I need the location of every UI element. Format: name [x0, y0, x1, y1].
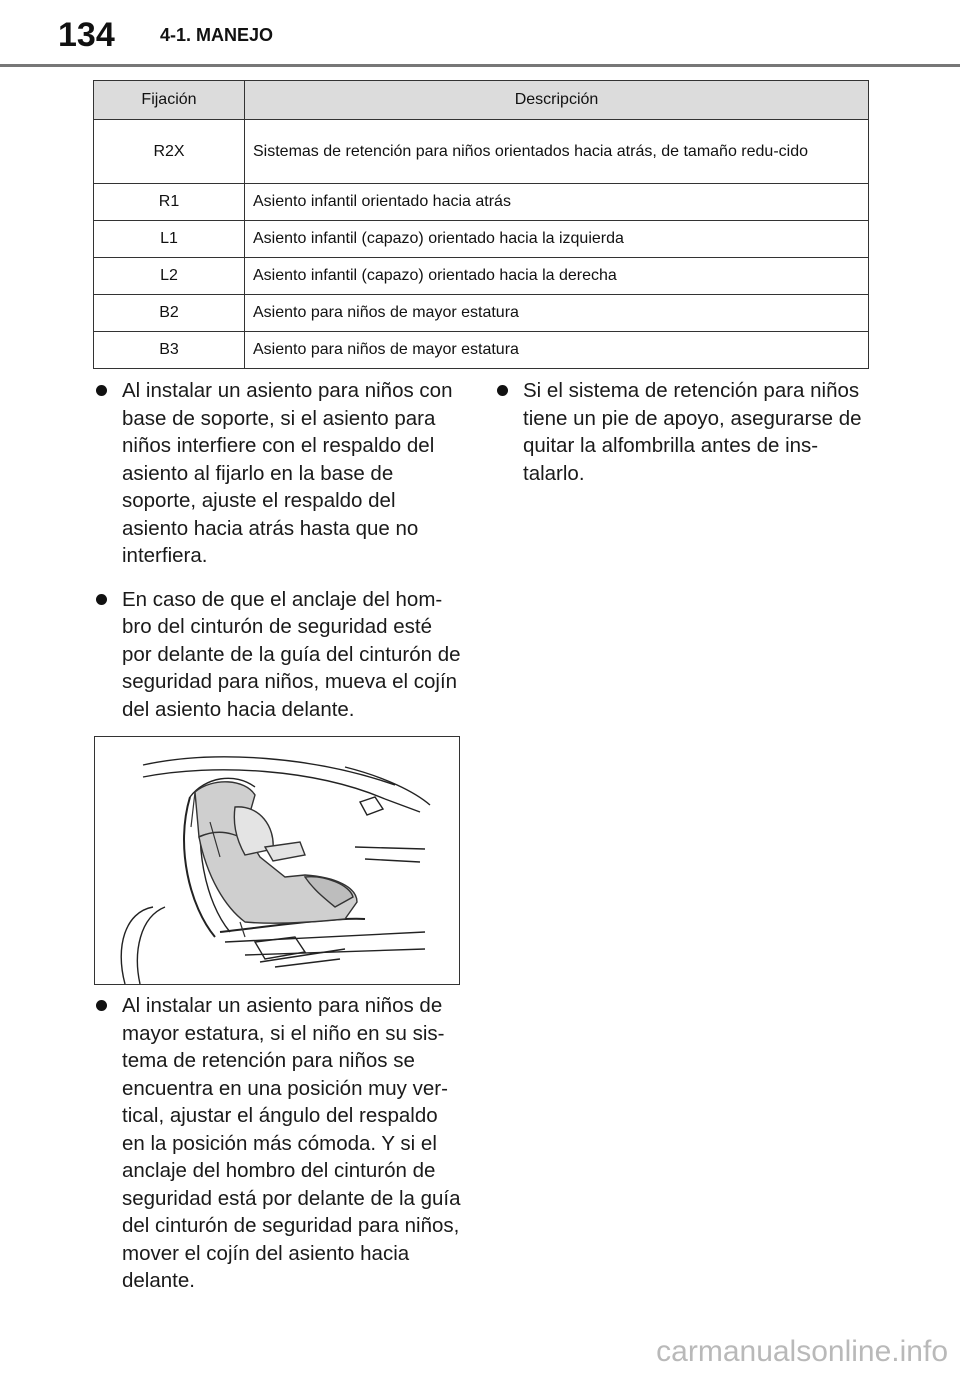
table-header-description: Descripción — [245, 81, 869, 120]
table-row — [94, 221, 869, 258]
right-column — [497, 377, 869, 503]
left-column — [96, 377, 466, 739]
table-cell-code: B3 — [94, 332, 245, 369]
bullet-text: Al instalar un asiento para niños de mayor estatura, si el niño en su sis-tema de retención para niños se encuentra en una posición muy ver-tical, ajustar el ángulo del respaldo en la posición más cómoda. Y si el anclaje del hombro del cinturón de seguridad está por delante de la guía del cinturón de seguridad para niños, mover el cojín del asiento hacia delante. — [122, 994, 461, 1292]
table-cell-code: R2X — [94, 120, 245, 184]
table-cell-description: Sistemas de retención para niños orientados hacia atrás, de tamaño redu-cido — [245, 120, 869, 184]
table-cell-code: L2 — [94, 258, 245, 295]
bullet-text: Al instalar un asiento para niños con base de soporte, si el asiento para niños interfiere con el respaldo del asiento al fijarlo en la base de soporte, ajuste el respaldo del asiento hacia atrás hasta que no interfiera. — [122, 379, 453, 567]
bullet-dot-icon — [96, 1000, 107, 1011]
child-seat-illustration — [94, 736, 460, 985]
bullet-dot-icon — [96, 385, 107, 396]
bullet-item — [96, 992, 466, 1295]
table-row — [94, 120, 869, 184]
car-seat-child-restraint-icon — [95, 737, 459, 984]
bullet-item — [96, 377, 466, 570]
table-cell-description: Asiento infantil orientado hacia atrás — [245, 184, 869, 221]
left-column-after-figure — [96, 992, 466, 1311]
watermark: carmanualsonline.info — [656, 1335, 948, 1368]
bullet-dot-icon — [497, 385, 508, 396]
page-number: 134 — [58, 16, 115, 54]
table-cell-description: Asiento para niños de mayor estatura — [245, 295, 869, 332]
header-divider — [0, 64, 960, 67]
bullet-item — [96, 586, 466, 724]
table-cell-description: Asiento para niños de mayor estatura — [245, 332, 869, 369]
bullet-item — [497, 377, 869, 487]
bullet-text: En caso de que el anclaje del hom-bro del cinturón de seguridad esté por delante de la guía del cinturón de seguridad para niños, mueva el cojín del asiento hacia delante. — [122, 587, 461, 721]
table-cell-code: L1 — [94, 221, 245, 258]
table-row — [94, 258, 869, 295]
table-cell-code: R1 — [94, 184, 245, 221]
isofix-fixation-table — [93, 80, 869, 369]
table-row — [94, 295, 869, 332]
table-cell-code: B2 — [94, 295, 245, 332]
table-row — [94, 184, 869, 221]
table-cell-description: Asiento infantil (capazo) orientado hacia la derecha — [245, 258, 869, 295]
bullet-dot-icon — [96, 594, 107, 605]
bullet-text: Si el sistema de retención para niños tiene un pie de apoyo, asegurarse de quitar la alfombrilla antes de ins-talarlo. — [523, 379, 862, 485]
table-cell-description: Asiento infantil (capazo) orientado hacia la izquierda — [245, 221, 869, 258]
table-header-fixation: Fijación — [94, 81, 245, 120]
section-title: 4-1. MANEJO — [160, 25, 274, 45]
table-row — [94, 332, 869, 369]
